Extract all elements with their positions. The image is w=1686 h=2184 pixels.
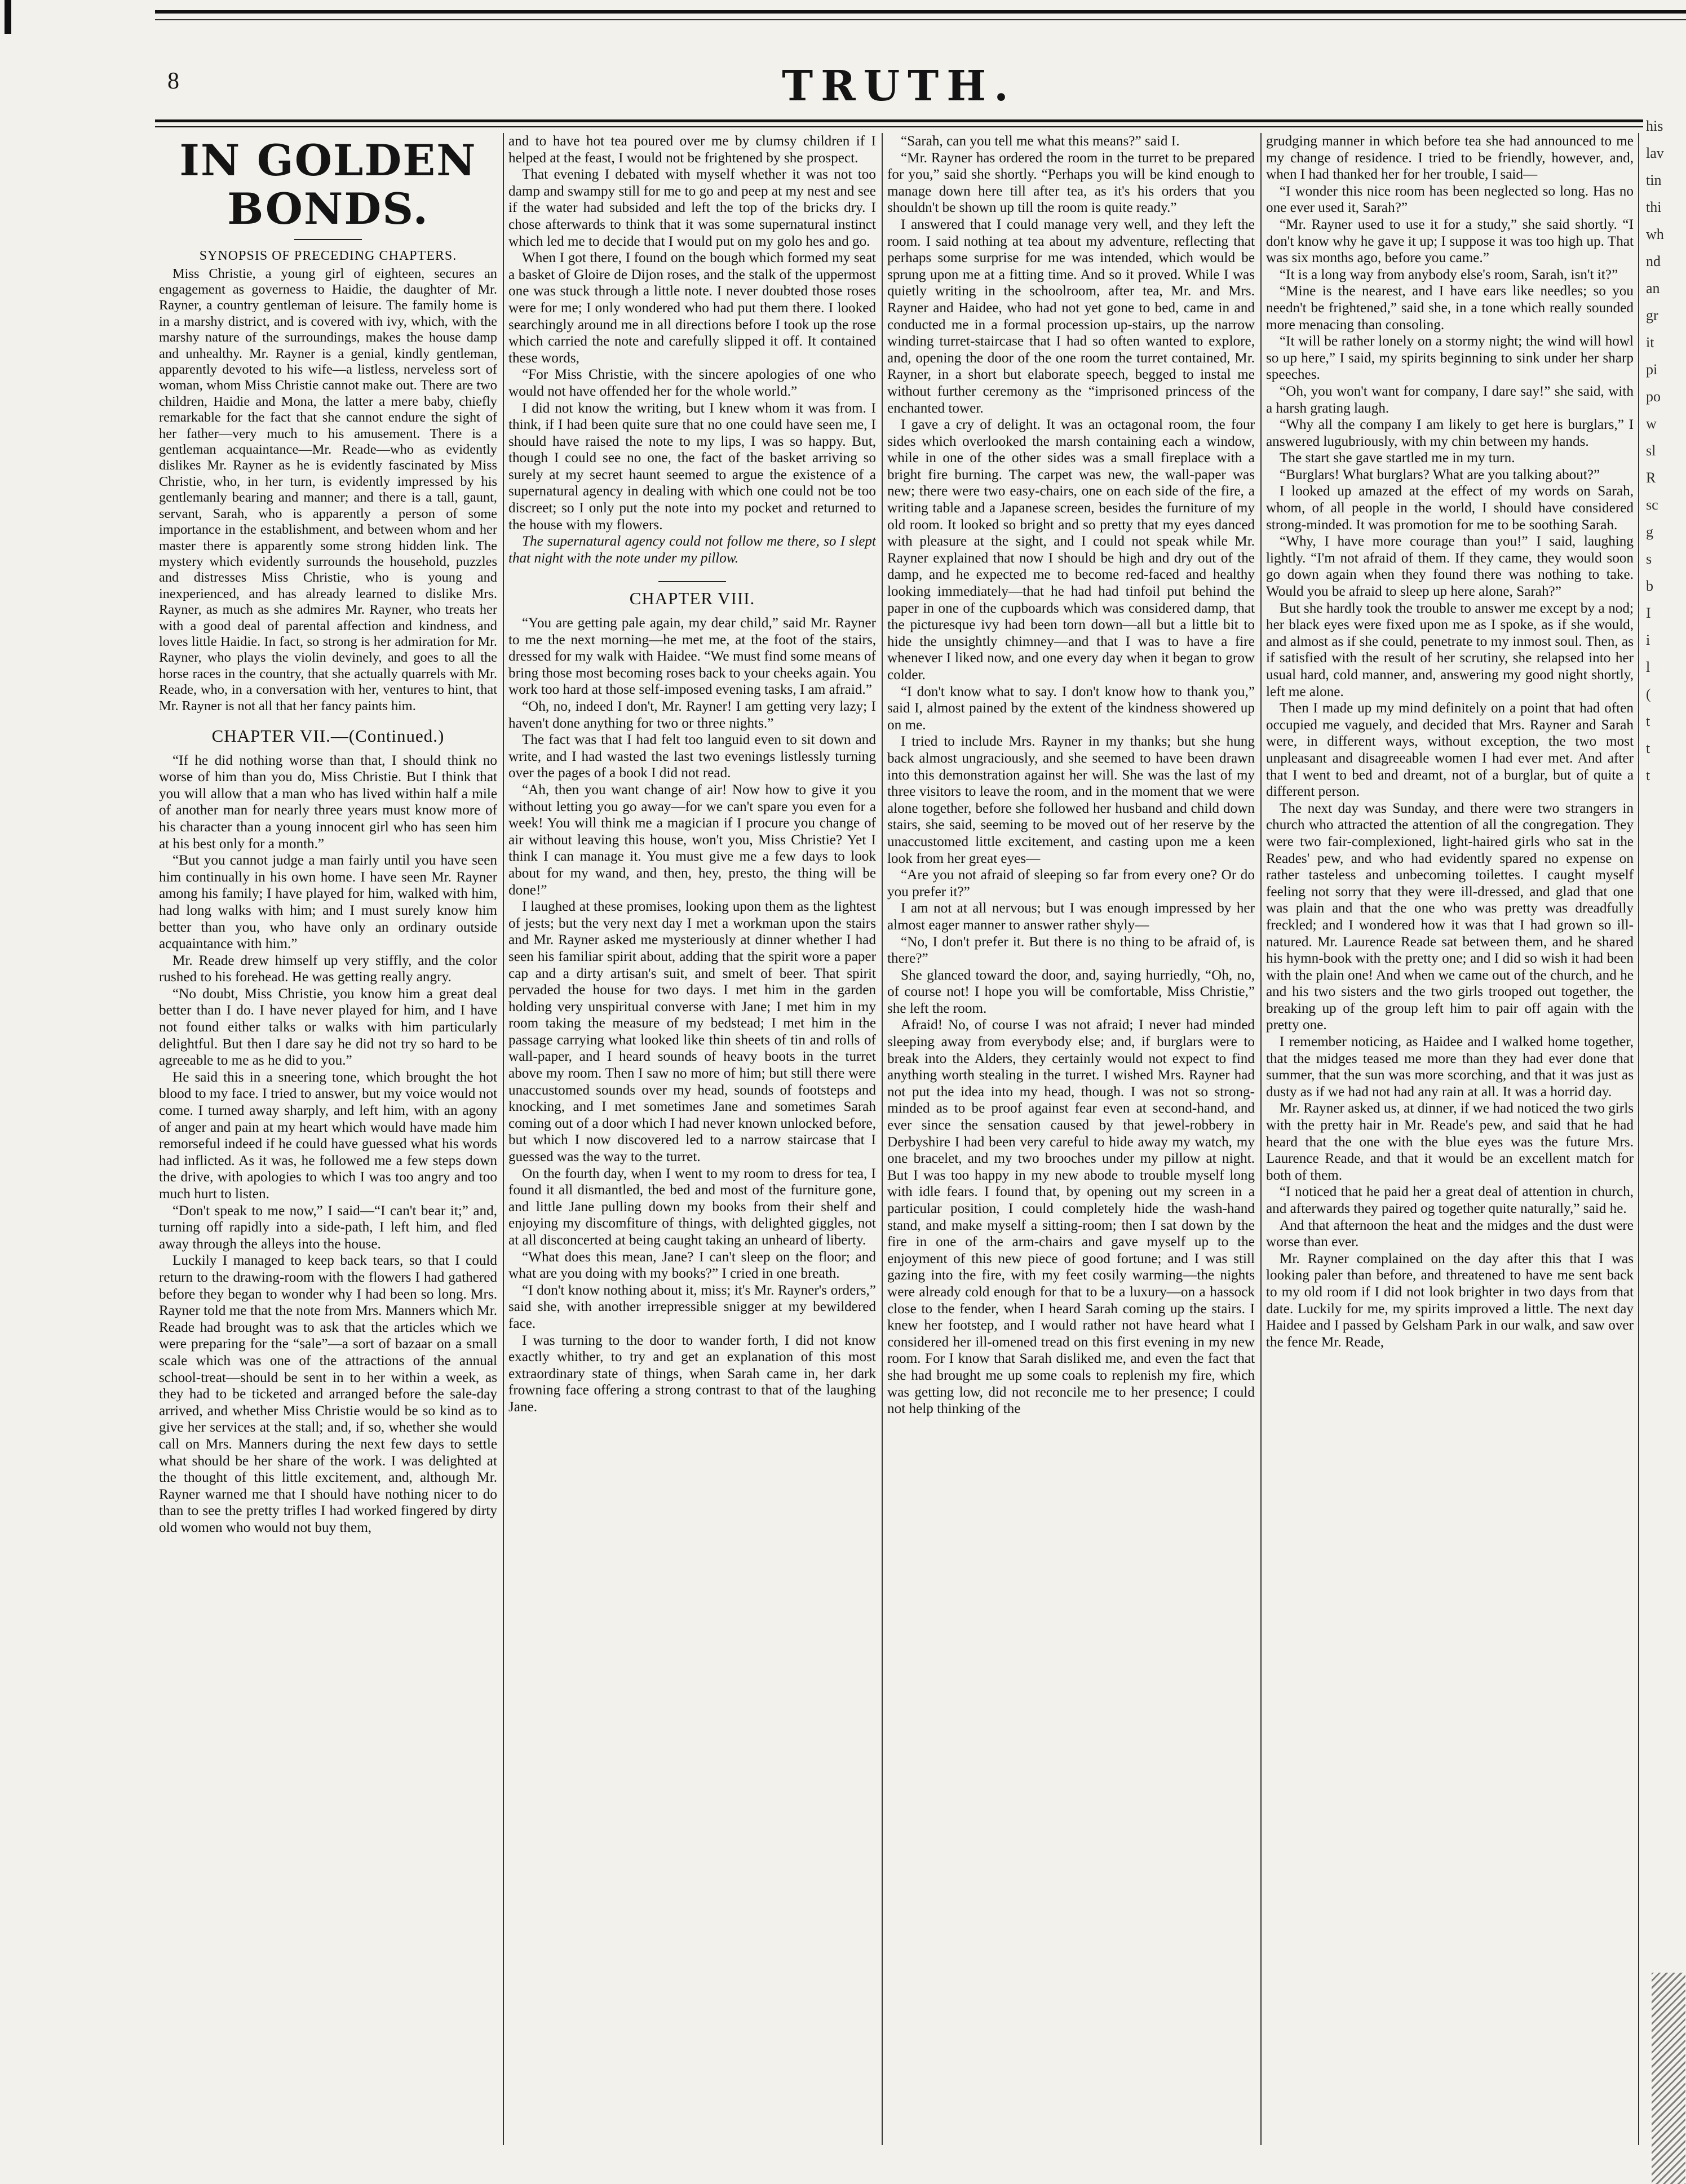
paragraph: “Oh, no, indeed I don't, Mr. Rayner! I am getting very lazy; I haven't done anything for two or three nights.” xyxy=(508,699,876,731)
edge-fragment: gr xyxy=(1646,307,1658,324)
paragraph: But she hardly took the trouble to answer me except by a nod; her black eyes were fixed upon me as I spoke, as if she would, and almost as if she could, penetrate to my inmost soul. Then, as if satisfied with the result of her scrutiny, she relapsed into her usual hard, cold manner, and, answering my good night shortly, left me alone. xyxy=(1266,600,1634,699)
edge-fragment: i xyxy=(1646,632,1650,648)
masthead: TRUTH. xyxy=(782,62,1016,110)
paragraph: I looked up amazed at the effect of my words on Sarah, whom, of all people in the world, I should have considered strong-minded. It was promotion for me to be soothing Sarah. xyxy=(1266,484,1634,533)
edge-fragment: sc xyxy=(1646,497,1658,513)
edge-fragment: b xyxy=(1646,578,1653,594)
edge-fragment: t xyxy=(1646,713,1650,729)
paragraph: “You are getting pale again, my dear child,” said Mr. Rayner to me the next morning—he met me, at the foot of the stairs, dressed for my walk with Haidee. “We must find some means of bring those most becoming roses back to your cheeks again. You work too hard at those self-imposed evening tasks, I am afraid.” xyxy=(508,615,876,698)
page-corner-mark xyxy=(5,0,11,34)
edge-fragment: w xyxy=(1646,415,1657,432)
edge-fragment: wh xyxy=(1646,226,1664,242)
edge-fragment: an xyxy=(1646,280,1660,296)
paragraph: “Are you not afraid of sleeping so far from every one? Or do you prefer it?” xyxy=(887,867,1255,900)
column-divider xyxy=(1638,133,1639,2145)
column-body xyxy=(159,752,497,1536)
paragraph: The start she gave startled me in my turn. xyxy=(1280,450,1515,466)
paragraph: and to have hot tea poured over me by clumsy children if I helped at the feast, I would not be frightened by she prospect. xyxy=(508,134,876,166)
paragraph: The next day was Sunday, and there were two strangers in church who attracted the attention of all the congregation. They were two fair-complexioned, light-haired girls who sat in the Reades' pew, and who had evidently spared no expense on rather tasteless and unbecoming toilettes. I caught myself feeling not sorry that they were ill-dressed, and glad that one was plain and that the one who was pretty was dreadfully freckled; and I wondered how it was that I had grown so ill-natured. Mr. Laurence Reade sat between them, and he shared his hymn-book with the pretty one; and I did so wish it had been with the plain one! And when we came out of the church, and he and his two sisters and the two girls trooped out together, the breaking up of the group left him to pair off again with the pretty one. xyxy=(1266,800,1634,1033)
paragraph: Mr. Reade drew himself up very stiffly, and the color rushed to his forehead. He was getting really angry. xyxy=(159,953,497,985)
edge-fragment: I xyxy=(1646,605,1651,621)
paragraph: Mr. Rayner complained on the day after this that I was looking paler than before, and threatened to have me sent back to my old room if I did not look brighter in two days from that date. Luckily for me, my spirits improved a little. The next day Haidee and I passed by Gelsham Park in our walk, and saw over the fence Mr. Reade, xyxy=(1266,1251,1634,1350)
paragraph: “I don't know nothing about it, miss; it's Mr. Rayner's orders,” said she, with another irrepressible snigger at my bewildered face. xyxy=(508,1282,876,1331)
paragraph: “I wonder this nice room has been neglected so long. Has no one ever used it, Sarah?” xyxy=(1266,183,1634,216)
paragraph: I answered that I could manage very well, and they left the room. I said nothing at tea about my adventure, reflecting that perhaps some surprise for me was intended, which would be sprung upon me at a fitting time. And so it proved. While I was quietly writing in the schoolroom, after tea, Mr. and Mrs. Rayner and Haidee, who had not yet gone to bed, came in and conducted me in a formal procession up-stairs, up the narrow winding turret-staircase that I had so often wanted to explore, and, opening the door of the one room the turret contained, Mr. Rayner, in a short but elaborate speech, begged to instal me without further ceremony as the “imprisoned princess of the enchanted tower. xyxy=(887,216,1255,416)
edge-fragment: thi xyxy=(1646,199,1662,215)
paragraph: grudging manner in which before tea she had announced to me my change of residence. I tried to be friendly, however, and, when I had thanked her for her trouble, I said— xyxy=(1266,134,1634,183)
column-4 xyxy=(1266,133,1634,2145)
edge-fragment: t xyxy=(1646,740,1650,756)
header-rule xyxy=(155,119,1643,122)
page-edge-shading xyxy=(1652,1973,1685,2184)
edge-fragment: sl xyxy=(1646,442,1656,459)
paragraph: “I noticed that he paid her a great deal of attention in church, and afterwards they paired og together quite naturally,” said he. xyxy=(1266,1184,1634,1216)
chapter-heading: CHAPTER VIII. xyxy=(629,588,755,609)
edge-fragment: it xyxy=(1646,334,1654,351)
paragraph: The supernatural agency could not follow me there, so I slept that night with the note under my pillow. xyxy=(508,534,876,566)
paragraph: I remember noticing, as Haidee and I walked home together, that the midges teased me more than they had ever done that summer, that the sun was more scorching, and that it was just as dusty as if we had not had any rain at all. It was a horrid day. xyxy=(1266,1034,1634,1100)
paragraph: “Why, I have more courage than you!” I said, laughing lightly. “I'm not afraid of them. If they came, they would soon go down again when they found there was nothing to take. Would you be afraid to sleep up here alone, Sarah?” xyxy=(1266,534,1634,600)
header-rule-thin xyxy=(155,126,1643,127)
paragraph: “I don't know what to say. I don't know how to thank you,” said I, almost pained by the extent of the kindness showered up on me. xyxy=(887,684,1255,733)
title-rule xyxy=(294,239,362,240)
paragraph: He said this in a sneering tone, which brought the hot blood to my face. I tried to answer, but my voice would not come. I turned away sharply, and left him, with an agony of anger and pain at my heart which would have made him remorseful indeed if he could have guessed what his words had inflicted. As it was, he followed me a few steps down the drive, with apologies to which I was too angry and too much hurt to listen. xyxy=(159,1069,497,1202)
edge-fragment: s xyxy=(1646,551,1652,567)
paragraph: “Oh, you won't want for company, I dare say!” she said, with a harsh grating laugh. xyxy=(1266,383,1634,416)
column-3 xyxy=(887,133,1255,2145)
paragraph: “What does this mean, Jane? I can't sleep on the floor; and what are you doing with my books?” I cried in one breath. xyxy=(508,1249,876,1282)
paragraph: “If he did nothing worse than that, I should think no worse of him than you do, Miss Christie. But I think that you will allow that a man who has lived within half a mile of another man for nearly three years must know more of his character than a young innocent girl who has seen him at his best only for a month.” xyxy=(159,752,497,852)
paragraph: “Ah, then you want change of air! Now how to give it you without letting you go away—for we can't spare you even for a week! You will think me a magician if I procure you change of air without leaving this house, won't you, Miss Christie? Yet I think I can manage it. You must give me a few days to look about for my wand, and then, hey, presto, the thing will be done!” xyxy=(508,782,876,898)
synopsis-paragraph: Miss Christie, a young girl of eighteen, secures an engagement as governess to Haidie, the daughter of Mr. Rayner, a country gentleman of leisure. The family home is in a marshy district, and is covered with ivy, which, with the marshy nature of the surroundings, makes the house damp and unhealthy. Mr. Rayner is a genial, kindly gentleman, apparently devoted to his wife—a listless, nerveless sort of woman, whom Miss Christie cannot make out. There are two children, Haidie and Mona, the latter a mere baby, chiefly remarkable for the fact that she cannot endure the sight of her father—very much to his amusement. There is a gentleman acquaintance—Mr. Reade—who as evidently dislikes Mr. Rayner as he is evidently fascinated by Miss Christie, who, in her turn, is evidently impressed by his gentlemanly bearing and manner; and there is a tall, gaunt, servant, Sarah, who is apparently a person of some importance in the establishment, and between whom and her master there is apparently some strong hidden link. The mystery which evidently surrounds the household, puzzles and distresses Miss Christie, who is young and inexperienced, and has already learned to dislike Mrs. Rayner, as much as she admires Mr. Rayner, who treats her with a good deal of parental affection and kindness, and loves little Haidie. In fact, so strong is her admiration for Mr. Rayner, who plays the violin devinely, and goes to all the horse races in the country, that she actually quarrels with Mr. Reade, who, in a conversation with her, ventures to hint, that Mr. Rayner is not all that her fancy paints him. xyxy=(159,265,497,714)
adjacent-page-edge xyxy=(1646,113,1686,2142)
paragraph: Afraid! No, of course I was not afraid; I never had minded sleeping away from everybody else; and, if burglars were to break into the Alders, they certainly would not expect to find anything worth stealing in the turret. I wished Mrs. Rayner had not put the idea into my head, though. I was not so strong-minded as to be proof against fear even at second-hand, and ever since the sensation caused by that jewel-robbery in Derbyshire I had been very careful to hide away my watch, my one bracelet, and my two brooches under my pillow at night. But I was too happy in my new abode to trouble myself long with idle fears. I found that, by opening out my screen in a particular position, I could completely hide the wash-hand stand, and make myself a sitting-room; then I sat down by the fire in one of the arm-chairs and gave myself up to the enjoyment of this new piece of good fortune; and I was still gazing into the fire, with my feet cosily warming—the nights were already cold enough for that to be a luxury—on a hassock close to the fender, when I heard Sarah coming up the stairs. I knew her footstep, and I would rather not have heard what I considered her ill-omened tread on this first evening in my new room. For I know that Sarah disliked me, and even the fact that she had brought me up some coals to replenish my fire, which was getting low, did not reconcile me to her presence; I could not help thinking of the xyxy=(887,1017,1255,1417)
paragraph: “Don't speak to me now,” I said—“I can't bear it;” and, turning off rapidly into a side-path, I left him, and fled away through the alleys into the house. xyxy=(159,1203,497,1252)
paragraph: Then I made up my mind definitely on a point that had often occupied me vaguely, and decided that Mrs. Rayner and Sarah were, in different ways, without exception, the two most unpleasant and disagreeable women I had ever met. And after that I went to bed and dreamt, not of a burglar, but of quite a different person. xyxy=(1266,701,1634,800)
edge-fragment: l xyxy=(1646,659,1650,675)
paragraph: “Mr. Rayner has ordered the room in the turret to be prepared for you,” said she shortly. “Perhaps you will be kind enough to manage down here till after tea, as it's his orders that you shouldn't be shown up till the room is quite ready.” xyxy=(887,150,1255,216)
top-rule xyxy=(155,10,1686,14)
edge-fragment: lav xyxy=(1646,145,1664,161)
paragraph: I was turning to the door to wander forth, I did not know exactly whither, to try and get an explanation of this most extraordinary state of things, when Sarah came in, her dark frowning face offering a strong contrast to that of the laughing Jane. xyxy=(508,1332,876,1415)
column-divider xyxy=(1260,133,1262,2145)
paragraph: “No, I don't prefer it. But there is no thing to be afraid of, is there?” xyxy=(887,934,1255,967)
edge-fragment: R xyxy=(1646,469,1656,486)
synopsis xyxy=(159,266,497,714)
paragraph: When I got there, I found on the bough which formed my seat a basket of Gloire de Dijon roses, and the stalk of the uppermost one was stuck through a little note. I never doubted those roses were for me; I only wondered who had put them there. I looked searchingly around me in all directions before I took up the rose which carried the note and carefully slipped it off. It contained these words, xyxy=(508,250,876,366)
synopsis-heading: SYNOPSIS OF PRECEDING CHAPTERS. xyxy=(199,249,457,263)
paragraph: “But you cannot judge a man fairly until you have seen him continually in his own home. I have seen Mr. Rayner among his family; I have played for him, walked with him, had long walks with him; and I must surely know him better than you, who have only an ordinary outside acquaintance with him.” xyxy=(159,853,497,952)
column-1 xyxy=(159,133,497,2145)
paragraph: I am not at all nervous; but I was enough impressed by her almost eager manner to answer rather shyly— xyxy=(887,901,1255,933)
paragraph: “Mine is the nearest, and I have ears like needles; so you needn't be frightened,” said she, in a tone which really sounded more menacing than consoling. xyxy=(1266,283,1634,333)
edge-fragment: t xyxy=(1646,767,1650,783)
paragraph: That evening I debated with myself whether it was not too damp and swampy still for me to go and peep at my nest and see if the water had subsided and left the top of the bricks dry. I chose afterwards to think that it was some supernatural instinct which led me to decide that I would put on my golo hes and go. xyxy=(508,167,876,249)
paragraph: I laughed at these promises, looking upon them as the lightest of jests; but the very next day I met a workman upon the stairs and Mr. Rayner asked me mysteriously at dinner whether I had seen his familiar spirit about, adding that the spirit wore a paper cap and a dirty artisan's suit, and smelt of beer. That spirit pervaded the house for two days. I met him in the garden holding very unspiritual converse with Jane; I met him in my room taking the measure of my bedstead; I met him in the passage carrying what looked like thin sheets of tin and rolls of wall-paper, and I heard sounds of heavy boots in the turret above my room. Then I saw no more of him; but still there were unaccustomed sounds over my head, sounds of footsteps and knocking, and I met sometimes Jane and sometimes Sarah coming out of a door which I had never known unlocked before, but which I now discovered led to a narrow staircase that I guessed was the way to the turret. xyxy=(508,899,876,1165)
edge-fragment: tin xyxy=(1646,172,1662,188)
column-divider xyxy=(503,133,504,2145)
paragraph: I tried to include Mrs. Rayner in my thanks; but she hung back almost ungraciously, and she seemed to have been drawn into this demonstration against her will. She was the last of my three visitors to leave the room, and in the moment that we were alone together, before she followed her husband and child down stairs, she said, seeming to be moved out of her reserve by the unaccustomed little excitement, and casting upon me a keen look from her great eyes— xyxy=(887,734,1255,866)
paragraph: I gave a cry of delight. It was an octagonal room, the four sides which overlooked the marsh containing each a window, while in one of the other sides was a small fireplace with a bright fire burning. The carpet was new, the wall-paper was new; there were two easy-chairs, one on each side of the fire, a writing table and a Japanese screen, besides the furniture of my old room. It looked so bright and so pretty that my eyes danced with pleasure at the sight, and I could not speak while Mr. Rayner explained that now I should be high and dry out of the damp, and he expected me to become red-faced and healthy looking immediately—that he had had tinfoil put behind the paper in one of the cupboards which was considered damp, that the picturesque ivy had been torn down—all but a little bit to hide the unsightly chimney—and that I was to have a fire whenever I liked now, and one every day when it began to grow colder. xyxy=(887,417,1255,683)
paragraph: “Why all the company I am likely to get here is burglars,” I answered lugubriously, with my chin between my hands. xyxy=(1266,417,1634,449)
paragraph: “For Miss Christie, with the sincere apologies of one who would not have offended her for the whole world.” xyxy=(508,367,876,399)
chapter-heading: CHAPTER VII.—(Continued.) xyxy=(211,725,445,746)
paragraph: The fact was that I had felt too languid even to sit down and write, and I had wasted the last two evenings listlessly turning over the pages of a book I did not read. xyxy=(508,732,876,781)
paragraph: “Sarah, can you tell me what this means?” said I. xyxy=(901,134,1180,149)
edge-fragment: nd xyxy=(1646,253,1661,269)
paragraph: “Mr. Rayner used to use it for a study,” she said shortly. “I don't know why he gave it up; I suppose it was too high up. That was six months ago, before you came.” xyxy=(1266,216,1634,266)
paragraph: “Burglars! What burglars? What are you talking about?” xyxy=(1280,467,1600,482)
paragraph: Luckily I managed to keep back tears, so that I could return to the drawing-room with the flowers I had gathered before they began to wonder why I had been so long. Mrs. Rayner told me that the note from Mrs. Manners which Mr. Reade had brought was to ask that the articles which we were preparing for the “sale”—a sort of bazaar on a small scale which was one of the attractions of the annual school-treat—should be sent in to her within a week, as they had to be ticketed and arranged before the sale-day arrived, and whether Miss Christie would be so kind as to give her services at the stall; and, if so, whether she would call on Mrs. Manners during the next few days to settle what should be her share of the work. I was delighted at the thought of this little excitement, and, although Mr. Rayner warned me that I should have nothing nicer to do than to see the pretty trifles I had worked fingered by dirty old women who would not buy them, xyxy=(159,1253,497,1535)
story-title: IN GOLDEN BONDS. xyxy=(179,135,477,234)
paragraph: On the fourth day, when I went to my room to dress for tea, I found it all dismantled, the bed and most of the furniture gone, and little Jane pulling down my books from their shelf and enjoying my discomfiture of things, with delighted giggles, not at all disconcerted at being caught taking an unheard of liberty. xyxy=(508,1166,876,1248)
paragraph: She glanced toward the door, and, saying hurriedly, “Oh, no, of course not! I hope you will be comfortable, Miss Christie,” she left the room. xyxy=(887,967,1255,1016)
edge-fragment: ( xyxy=(1646,686,1651,702)
edge-fragment: his xyxy=(1646,118,1663,134)
paragraph: “It will be rather lonely on a stormy night; the wind will howl so up here,” I said, my spirits beginning to sink under her sharp speeches. xyxy=(1266,334,1634,383)
edge-fragment: po xyxy=(1646,388,1661,405)
section-rule xyxy=(658,581,726,582)
paragraph: And that afternoon the heat and the midges and the dust were worse than ever. xyxy=(1266,1217,1634,1250)
page-number: 8 xyxy=(167,68,179,94)
column-divider xyxy=(882,133,883,2145)
top-rule-thin xyxy=(155,19,1686,20)
page-header xyxy=(155,62,1643,113)
paragraph: “No doubt, Miss Christie, you know him a great deal better than I do. I have never played for him, and I have not found either talks or walks with him particularly delightful. But then I dare say he did not try so hard to be agreeable to me as he did to you.” xyxy=(159,986,497,1069)
column-2 xyxy=(508,133,876,2145)
edge-fragment: pi xyxy=(1646,361,1658,378)
paragraph: Mr. Rayner asked us, at dinner, if we had noticed the two girls with the pretty hair in Mr. Reade's pew, and said that he had heard that the one with the blue eyes was the future Mrs. Laurence Reade, and that it would be an excellent match for both of them. xyxy=(1266,1101,1634,1183)
edge-fragment: g xyxy=(1646,524,1653,540)
paragraph: I did not know the writing, but I knew whom it was from. I think, if I had been quite sure that no one could have seen me, I should have raised the note to my lips, I was so happy. But, though I could see no one, the fact of the basket arriving so surely at my secret haunt seemed to argue the existence of a supernatural agency in dealing with which one could not be too discreet; so I only put the note into my pocket and returned to the house with my flowers. xyxy=(508,400,876,533)
paragraph: “It is a long way from anybody else's room, Sarah, isn't it?” xyxy=(1280,267,1618,282)
